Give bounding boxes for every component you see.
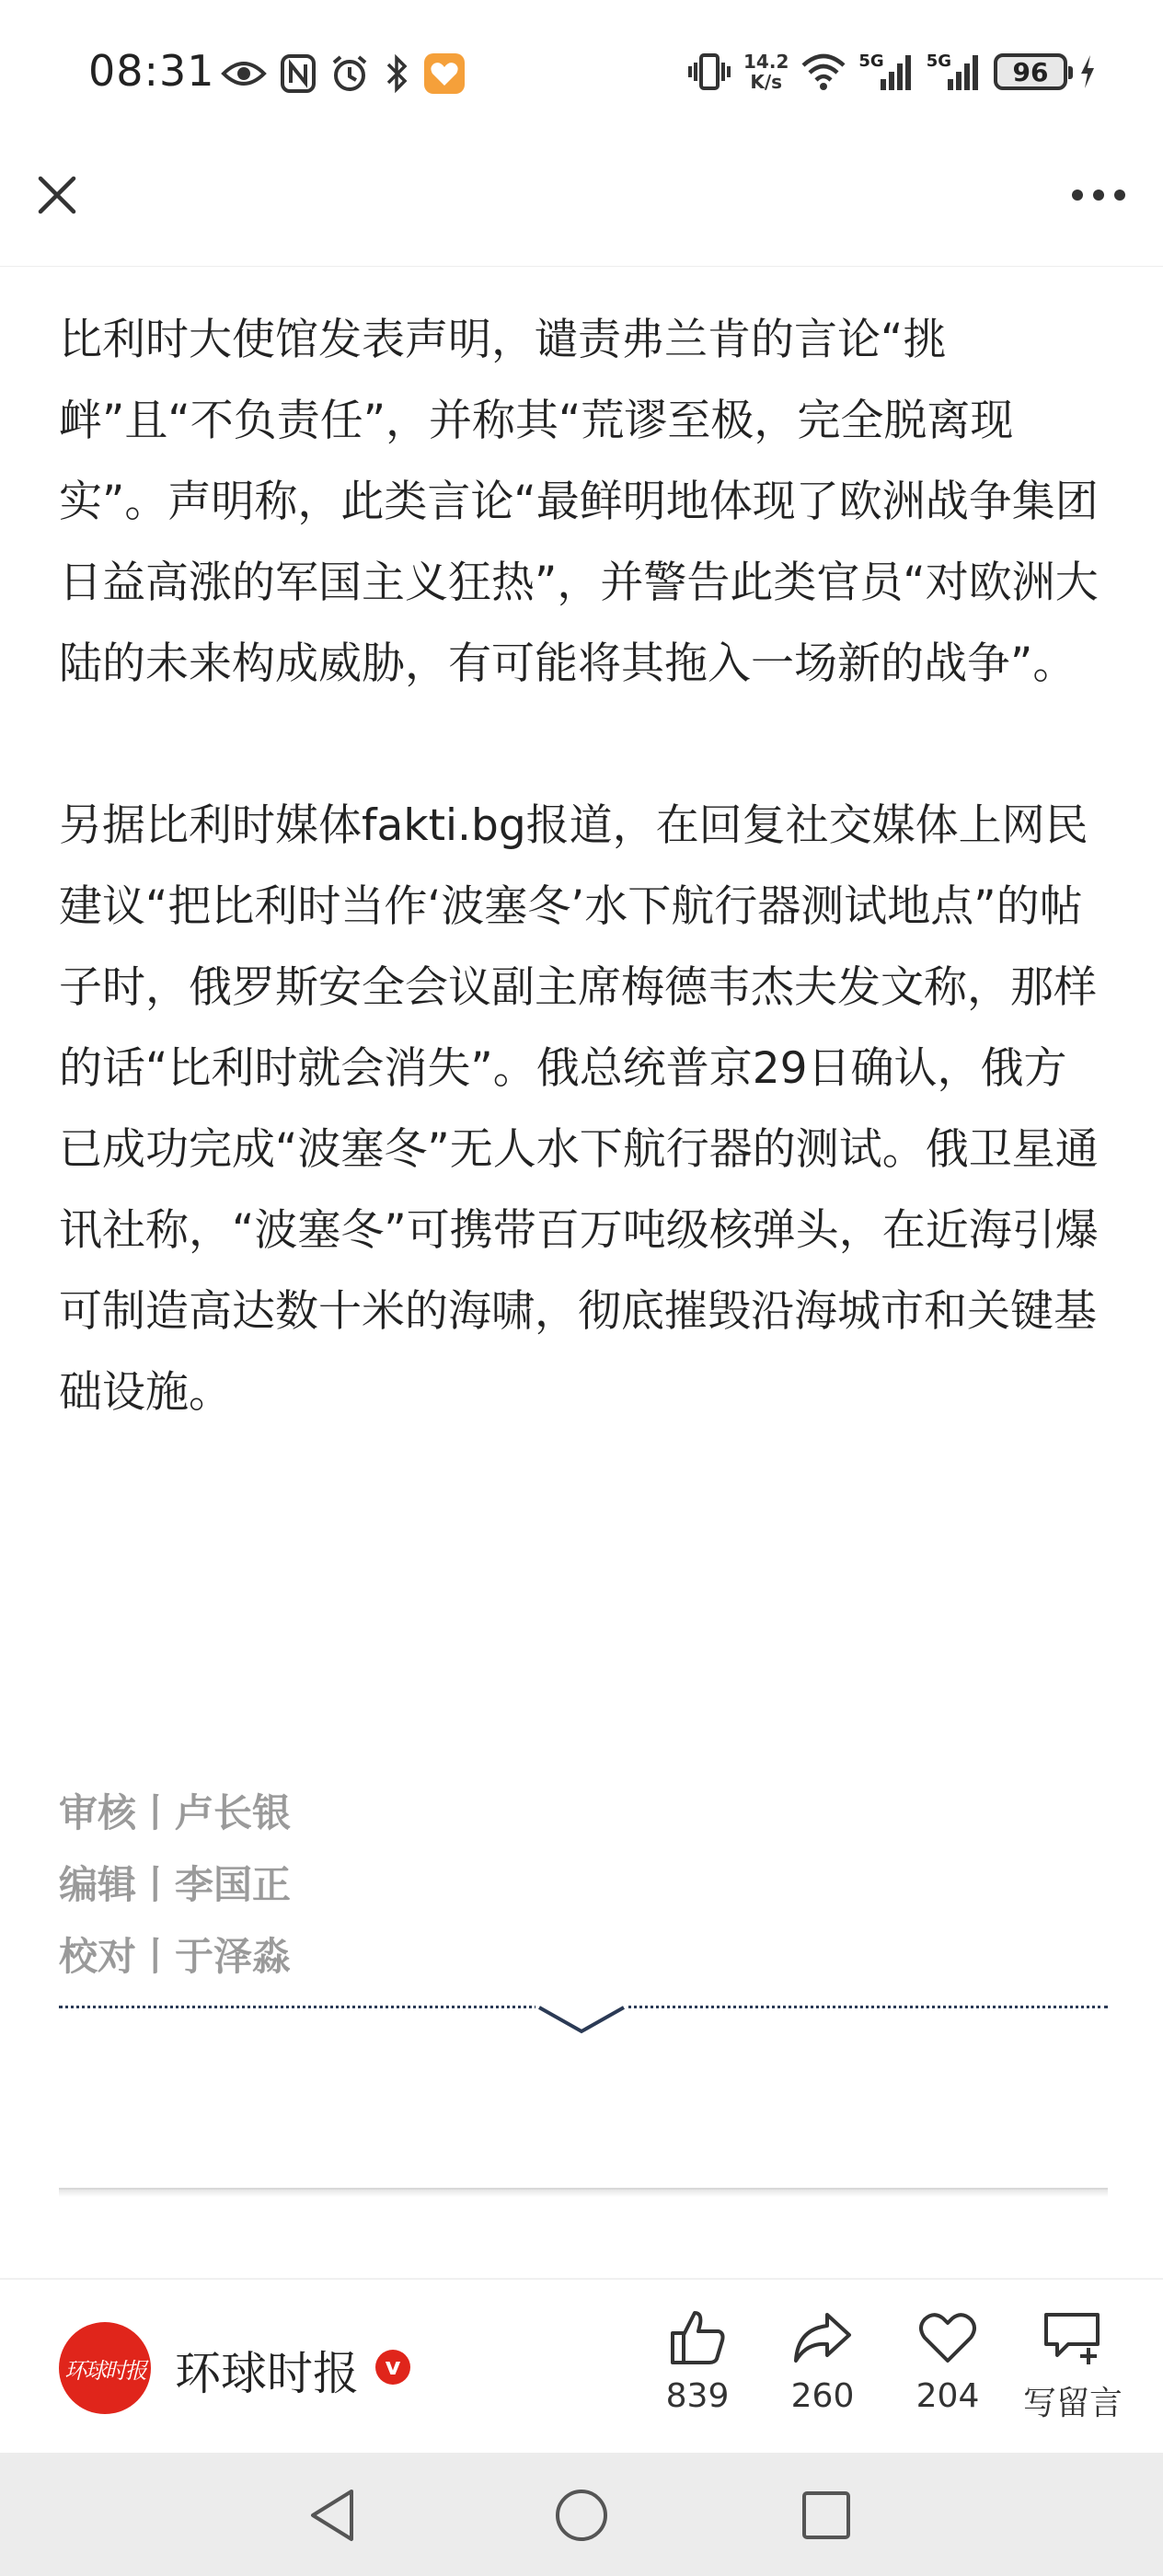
recents-button[interactable] bbox=[789, 2478, 863, 2552]
write-comment-button[interactable] bbox=[1010, 2306, 1135, 2424]
charging-icon bbox=[1078, 53, 1097, 90]
more-icon bbox=[1070, 188, 1127, 202]
signal-1-label: 5G bbox=[858, 51, 884, 71]
more-options-button[interactable] bbox=[1062, 166, 1135, 224]
battery-indicator bbox=[994, 53, 1067, 90]
network-speed-unit: K/s bbox=[750, 71, 783, 93]
share-icon bbox=[790, 2306, 855, 2370]
nfc-icon bbox=[280, 53, 317, 94]
cell-signal-2 bbox=[927, 52, 983, 92]
wifi-icon bbox=[800, 52, 847, 91]
eye-icon bbox=[221, 57, 267, 90]
top-nav-bar bbox=[0, 147, 1163, 267]
write-comment-label: 写留言 bbox=[1022, 2385, 1123, 2422]
network-speed-value: 14.2 bbox=[743, 51, 789, 73]
favorite-button[interactable] bbox=[885, 2306, 1010, 2424]
credit-proofreader: 校对丨于泽淼 bbox=[59, 1934, 292, 1979]
action-buttons bbox=[635, 2306, 1135, 2424]
battery-level: 96 bbox=[1012, 56, 1049, 87]
alarm-icon bbox=[329, 53, 370, 94]
bottom-action-bar bbox=[0, 2278, 1163, 2453]
article-credits bbox=[59, 1777, 1108, 1993]
home-button[interactable] bbox=[545, 2478, 618, 2552]
credit-editor: 编辑丨李国正 bbox=[59, 1862, 292, 1907]
close-button[interactable] bbox=[28, 166, 86, 224]
verified-badge: v bbox=[375, 2350, 410, 2385]
cell-signal-1 bbox=[858, 52, 915, 92]
bluetooth-icon bbox=[383, 53, 410, 94]
status-time: 08:31 bbox=[88, 46, 215, 96]
status-icons-right bbox=[686, 46, 1097, 98]
account-avatar[interactable] bbox=[59, 2322, 151, 2414]
article-paragraph: 另据比利时媒体fakti.bg报道，在回复社交媒体上网民建议“把比利时当作‘波塞冬’水下航行器测试地点”的帖子时，俄罗斯安全会议副主席梅德韦杰夫发文称，那样的话“比利时就会消失”。俄总统普京29日确认，俄方已成功完成“波塞冬”无人水下航行器的测试。俄卫星通讯社称，“波塞冬”可携带百万吨级核弹头，在近海引爆可制造高达数十米的海啸，彻底摧毁沿海城市和关键基础设施。 bbox=[59, 800, 1099, 1418]
status-icons-left bbox=[221, 48, 466, 99]
thumbs-up-icon bbox=[665, 2306, 730, 2370]
back-triangle-icon bbox=[305, 2486, 361, 2545]
share-button[interactable] bbox=[760, 2306, 885, 2424]
account-name[interactable]: 环球时报 bbox=[175, 2347, 359, 2400]
like-button[interactable] bbox=[635, 2306, 760, 2424]
signal-2-label: 5G bbox=[926, 51, 951, 71]
section-separator bbox=[59, 2188, 1108, 2197]
favorite-count: 204 bbox=[915, 2377, 980, 2415]
system-nav-bar bbox=[0, 2453, 1163, 2576]
article-paragraph: 比利时大使馆发表声明，谴责弗兰肯的言论“挑衅”且“不负责任”，并称其“荒谬至极，完全脱离现实”。声明称，此类言论“最鲜明地体现了欧洲战争集团日益高涨的军国主义狂热”，并警告此类官员“对欧洲大陆的未来构成威胁，有可能将其拖入一场新的战争”。 bbox=[59, 315, 1099, 689]
status-bar bbox=[0, 0, 1163, 147]
health-app-icon bbox=[423, 52, 466, 95]
chevron-down-icon bbox=[535, 2004, 628, 2037]
close-icon bbox=[35, 173, 79, 217]
network-speed bbox=[743, 52, 789, 92]
recents-square-icon bbox=[799, 2488, 854, 2543]
vibrate-icon bbox=[686, 52, 732, 92]
credit-reviewer: 审核丨卢长银 bbox=[59, 1790, 292, 1835]
share-count: 260 bbox=[790, 2377, 855, 2415]
comment-plus-icon bbox=[1041, 2306, 1105, 2370]
heart-icon bbox=[915, 2306, 980, 2370]
back-button[interactable] bbox=[296, 2478, 370, 2552]
avatar-logo-text: 环球时报 bbox=[64, 2357, 145, 2384]
article-body bbox=[59, 300, 1108, 1514]
home-circle-icon bbox=[552, 2486, 611, 2545]
like-count: 839 bbox=[665, 2377, 730, 2415]
